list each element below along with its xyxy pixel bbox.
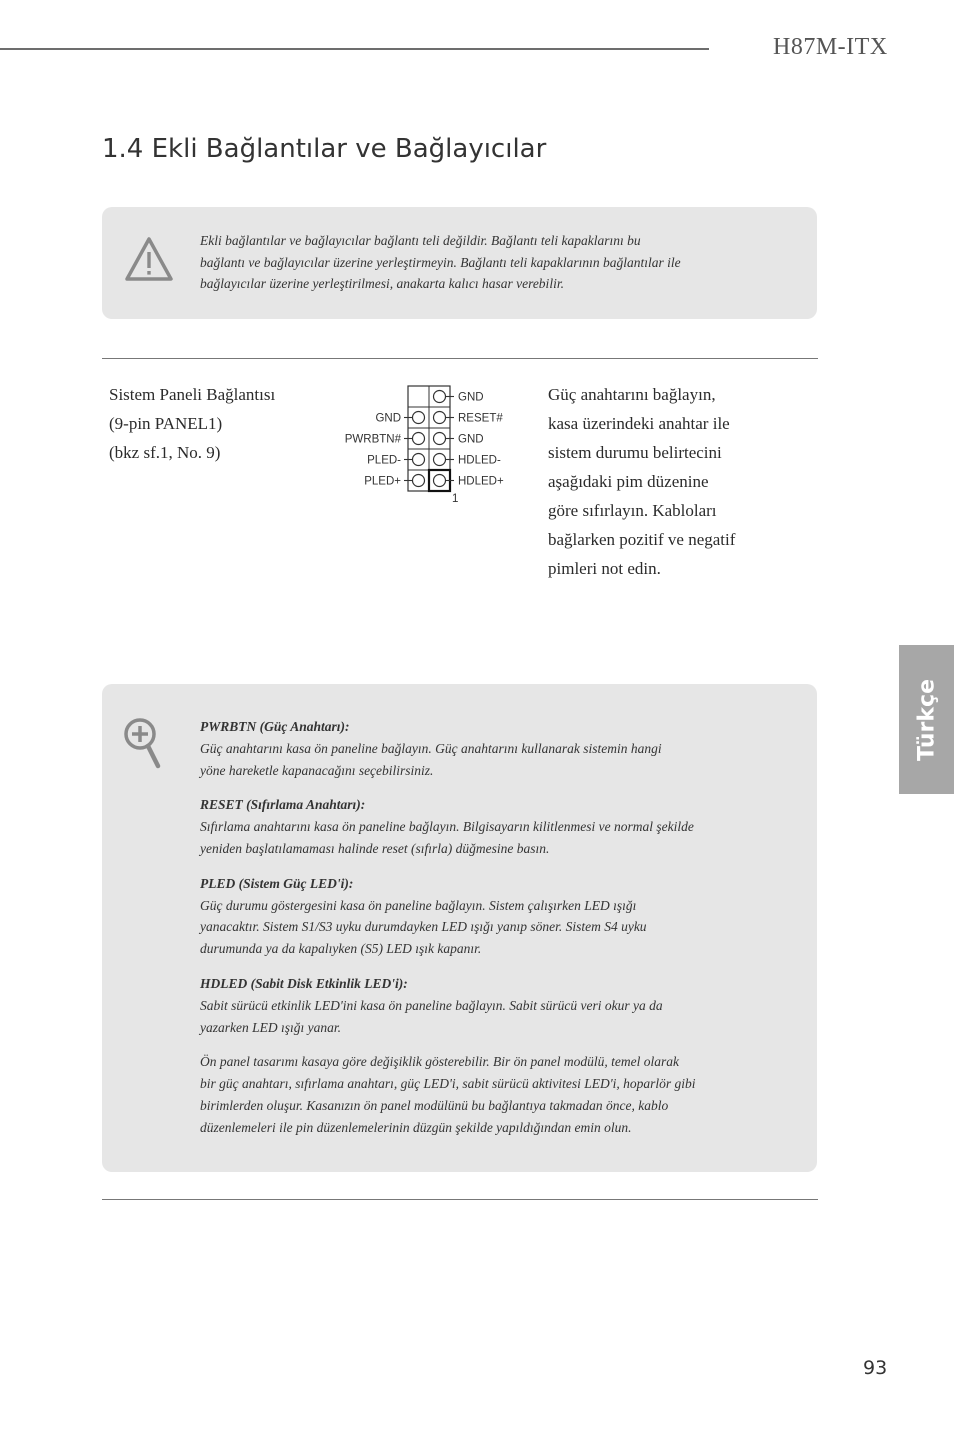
info-item-title: RESET (Sıfırlama Anahtarı): [200,797,366,813]
info-item-line: yöne hareketle kapanacağını seçebilirsiniz. [200,762,434,778]
connector-label-line: (bkz sf.1, No. 9) [109,443,221,462]
info-item-title: PLED (Sistem Güç LED'i): [200,875,354,891]
pin-label-right: HDLED- [458,454,501,467]
description-line: aşağıdaki pim düzenine [548,472,709,491]
info-item-note [200,1051,760,1138]
section-divider [102,358,818,359]
info-item-line: Güç anahtarını kasa ön paneline bağlayın. Güç anahtarını kullanarak sistemin hangi [200,740,662,756]
pin-label-left: GND [375,412,401,425]
pin-label-left: PLED- [367,454,401,467]
connector-description [548,380,768,583]
pin-label-right: HDLED+ [458,475,504,488]
pin1-label: 1 [452,493,459,505]
section-title: 1.4 Ekli Bağlantılar ve Bağlayıcılar [102,134,547,164]
language-tab-label: Türkçe [914,678,939,761]
page-number: 93 [863,1357,888,1379]
info-item-line: Sıfırlama anahtarını kasa ön paneline bağlayın. Bilgisayarın kilitlenmesi ve normal şekilde [200,819,694,835]
warning-line: Ekli bağlantılar ve bağlayıcılar bağlantı teli değildir. Bağlantı teli kapaklarını bu [200,233,641,248]
info-item-line: durumunda ya da kapalıyken (S5) LED ışık kapanır. [200,941,482,957]
warning-text [200,230,780,295]
info-item-title: PWRBTN (Güç Anahtarı): [200,719,350,734]
description-line: sistem durumu belirtecini [548,443,722,462]
pin-label-left: PLED+ [364,475,401,488]
info-item-line: Ön panel tasarımı kasaya göre değişiklik gösterebilir. Bir ön panel modülü, temel olarak [200,1054,679,1070]
info-item-hdled [200,973,760,1038]
pin-label-left: PWRBTN# [344,433,401,446]
info-item-line: Güç durumu göstergesini kasa ön paneline bağlayın. Sistem çalışırken LED ışığı [200,897,637,913]
info-item-line: yazarken LED ışığı yanar. [200,1019,341,1035]
info-item-pled [200,873,760,960]
description-line: kasa üzerindeki anahtar ile [548,414,730,433]
magnifier-plus-icon [122,716,166,770]
description-line: Güç anahtarını bağlayın, [548,385,716,404]
panel-pin-diagram [330,380,530,510]
pin-label-right: GND [458,391,484,404]
language-tab [899,645,954,794]
section-divider [102,1199,818,1200]
info-item-reset [200,794,760,859]
warning-line: bağlantı ve bağlayıcılar üzerine yerleştirmeyin. Bağlantı teli kapaklarının bağlantılar ile [200,254,681,270]
description-line: göre sıfırlayın. Kabloları [548,501,717,520]
connector-label-line: (9-pin PANEL1) [109,414,223,433]
info-content [200,716,760,1152]
info-item-line: yeniden başlatılamaması halinde reset (sıfırla) düğmesine basın. [200,840,550,856]
pin-label-right: GND [458,433,484,446]
warning-line: bağlayıcılar üzerine yerleştirilmesi, anakarta kalıcı hasar verebilir. [200,276,564,291]
info-item-line: Sabit sürücü etkinlik LED'ini kasa ön paneline bağlayın. Sabit sürücü veri okur ya da [200,997,663,1013]
header-rule [0,48,709,50]
info-item-line: düzenlemeleri ile pin düzenlemelerinin düzgün şekilde yapıldığından emin olun. [200,1119,632,1135]
connector-label-line: Sistem Paneli Bağlantısı [109,385,276,404]
pin-label-right: RESET# [458,412,503,425]
info-item-line: birimlerden oluşur. Kasanızın ön panel modülünü bu bağlantıya takmadan önce, kablo [200,1097,669,1113]
info-item-pwrbtn [200,716,760,781]
info-item-line: bir güç anahtarı, sıfırlama anahtarı, güç LED'i, sabit sürücü aktivitesi LED'i, hoparlör gibi [200,1076,696,1092]
warning-triangle-icon [124,236,174,282]
info-item-line: yanacaktır. Sistem S1/S3 uyku durumdayken LED ışığı yanıp söner. Sistem S4 uyku [200,919,647,935]
description-line: pimleri not edin. [548,559,661,578]
model-name: H87M-ITX [773,34,888,60]
connector-label [109,380,275,467]
description-line: bağlarken pozitif ve negatif [548,530,736,549]
info-item-title: HDLED (Sabit Disk Etkinlik LED'i): [200,975,408,991]
